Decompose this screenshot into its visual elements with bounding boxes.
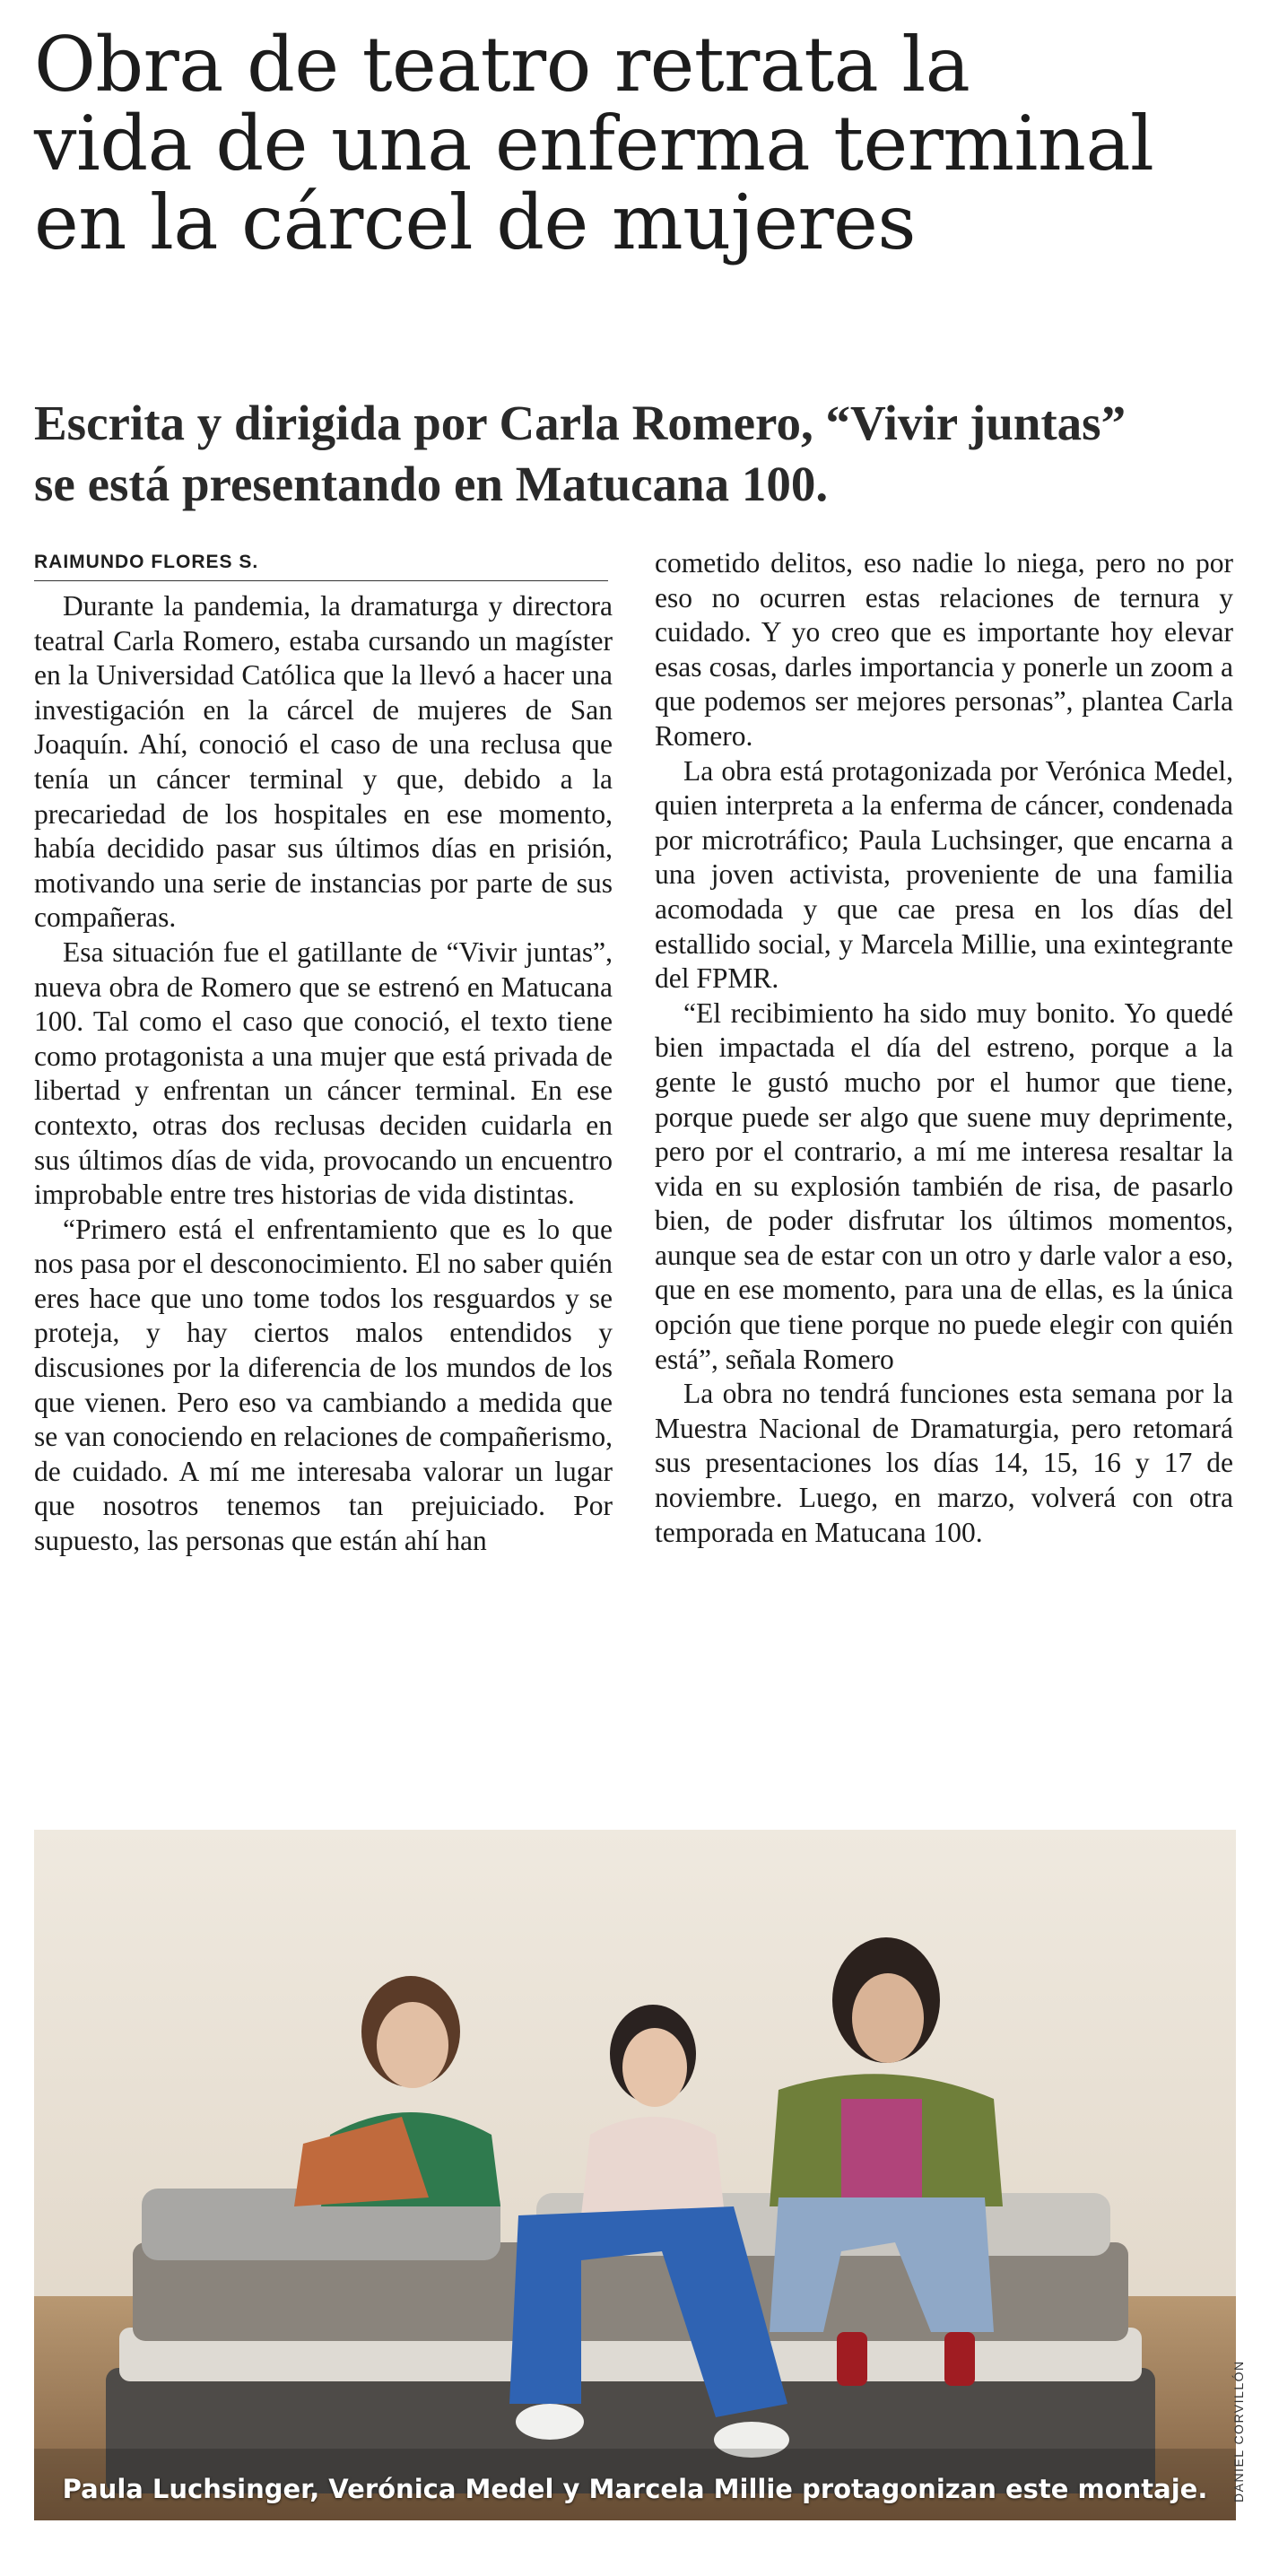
photo-illustration bbox=[34, 1830, 1236, 2520]
subheadline-line: se está presentando en Matucana 100. bbox=[34, 457, 829, 511]
paragraph: La obra está protagonizada por Verónica Medel, quien interpreta a la enferma de cáncer, condenada por microtráfico; Paula Luchsinger, que encarna a una joven activista, proveniente de una familia acomodada y que cae presa en los días del estallido social, y Marcela Millie, una exintegrante del FPMR. bbox=[655, 754, 1233, 995]
paragraph: Durante la pandemia, la dramaturga y directora teatral Carla Romero, estaba cursando un magíster en la Universidad Católica que la llevó a hacer una investigación en la cárcel de mujeres de San Joaquín. Ahí, conoció el caso de una reclusa que tenía un cáncer terminal y que, debido a la precariedad de los hospitales en ese momento, había decidido pasar sus últimos días en prisión, motivando una serie de instancias por parte de sus compañeras. bbox=[34, 590, 613, 934]
subheadline bbox=[34, 393, 1236, 515]
paragraph: “El recibimiento ha sido muy bonito. Yo quedé bien impactada el día del estreno, porque a la gente le gustó mucho por el humor que tiene, porque puede ser algo que suene muy deprimente, pero por el contrario, a mí me interesa resaltar la vida en su explosión también de risa, de pasarlo bien, de poder disfrutar los últimos momentos, aunque sea de estar con un otro y darle valor a eso, que en ese momento, para una de ellas, es la única opción que tiene porque no puede elegir con quién está”, señala Romero bbox=[655, 996, 1233, 1375]
headline-line: vida de una enferma terminal bbox=[34, 100, 1154, 187]
byline: RAIMUNDO FLORES S. bbox=[34, 552, 608, 581]
subheadline-line: Escrita y dirigida por Carla Romero, “Vivir juntas” bbox=[34, 396, 1126, 450]
left-column bbox=[34, 589, 613, 1879]
article-photo bbox=[34, 1830, 1236, 2520]
headline-line: Obra de teatro retrata la bbox=[34, 21, 970, 109]
paragraph: “Primero está el enfrentamiento que es lo que nos pasa por el desconocimiento. El no saber quién eres hace que uno tome todos los resguardos y se proteja, y hay ciertos malos entendidos y discusiones por la diferencia de los mundos de los que vienen. Pero eso va cambiando a medida que se van conociendo en relaciones de compañerismo, de cuidado. A mí me interesaba valorar un lugar que nosotros tenemos tan prejuiciado. Por supuesto, las personas que están ahí han bbox=[34, 1213, 613, 1557]
paragraph: La obra no tendrá funciones esta semana por la Muestra Nacional de Dramaturgia, pero retomará sus presentaciones los días 14, 15, 16 y 17 de noviembre. Luego, en marzo, volverá con otra temporada en Matucana 100. bbox=[655, 1378, 1233, 1548]
photo-credit: DANIEL CORVILLÓN bbox=[1231, 2360, 1246, 2502]
paragraph-continuation: cometido delitos, eso nadie lo niega, pero no por eso no ocurren estas relaciones de ternura y cuidado. Y yo creo que es importante hoy elevar esas cosas, darles importancia y ponerle un zoom a que podemos ser mejores personas”, plantea Carla Romero. bbox=[655, 547, 1233, 752]
paragraph: Esa situación fue el gatillante de “Vivir juntas”, nueva obra de Romero que se estrenó en Matucana 100. Tal como el caso que conoció, el texto tiene como protagonista a una mujer que está privada de libertad y enfrentan un cáncer terminal. En ese contexto, otras dos reclusas deciden cuidarla en sus últimos días de vida, provocando un encuentro improbable entre tres historias de vida distintas. bbox=[34, 936, 613, 1211]
photo-caption: Paula Luchsinger, Verónica Medel y Marcela Millie protagonizan este montaje. bbox=[62, 2474, 1208, 2504]
headline-line: en la cárcel de mujeres bbox=[34, 178, 916, 266]
headline bbox=[34, 21, 1236, 266]
right-column bbox=[655, 546, 1233, 1820]
